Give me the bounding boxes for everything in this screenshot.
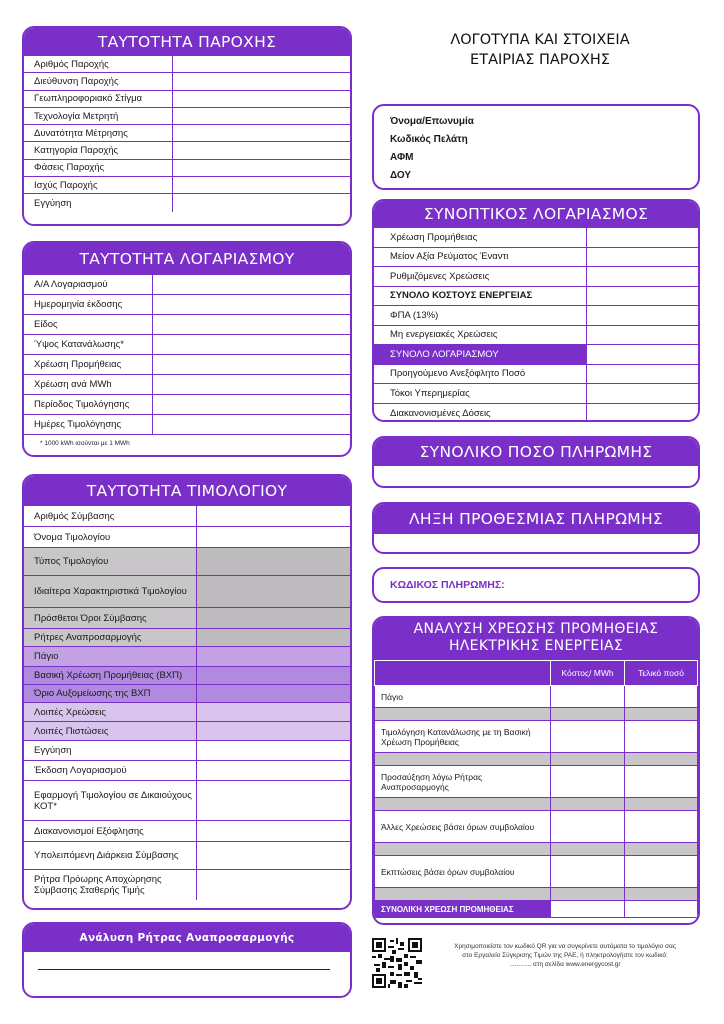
row-label: Χρέωση ανά MWh [34, 379, 112, 390]
summary-row [374, 404, 698, 423]
row-label: ΣΥΝΟΛΟ ΛΟΓΑΡΙΑΣΜΟΥ [390, 348, 499, 360]
row-label: Διεύθυνση Παροχής [34, 75, 119, 87]
row-label: Βασική Χρέωση Προμήθειας (ΒΧΠ) [34, 670, 183, 681]
spacer-row [375, 708, 698, 721]
value-field[interactable] [196, 576, 350, 607]
row-label: Διακανονισμένες Δόσεις [390, 407, 491, 419]
invoice-row [24, 870, 350, 900]
total-label: ΣΥΝΟΛΙΚΗ ΧΡΕΩΣΗ ΠΡΟΜΗΘΕΙΑΣ [375, 901, 551, 918]
value-field[interactable] [196, 781, 350, 820]
row-label: Ρήτρες Αναπροσαρμογής [34, 632, 142, 643]
value-field[interactable] [152, 295, 350, 314]
customer-vat-label: ΑΦΜ [390, 152, 414, 163]
supply-identity-panel [22, 26, 352, 226]
row-label: Ιδιαίτερα Χαρακτηριστικά Τιμολογίου [34, 586, 187, 597]
value-field[interactable] [152, 395, 350, 414]
company-logo-placeholder [380, 30, 700, 70]
row-label: Πάγιο [375, 686, 551, 708]
supply-row [24, 56, 350, 73]
row-label: Ημερομηνία έκδοσης [34, 299, 123, 310]
value-field[interactable] [196, 821, 350, 841]
row-label: Γεωπληροφοριακό Στίγμα [34, 93, 143, 105]
row-label: Είδος [34, 319, 58, 330]
column-header-final: Τελικό ποσό [625, 661, 698, 686]
value-field[interactable] [196, 506, 350, 526]
invoice-row [24, 842, 350, 870]
value-field[interactable] [196, 667, 350, 684]
row-label: Φάσεις Παροχής [34, 162, 105, 174]
value-field[interactable] [172, 56, 350, 72]
supply-charge-analysis-panel [372, 616, 700, 925]
row-label: Ρήτρα Πρόωρης Αποχώρησης Σύμβασης Σταθερής Τιμής [34, 874, 162, 896]
value-field[interactable] [586, 248, 698, 267]
summary-row [374, 326, 698, 346]
customer-name-label: Όνομα/Επωνυμία [390, 116, 474, 127]
final-cell[interactable] [625, 766, 698, 798]
row-label: Μη ενεργειακές Χρεώσεις [390, 329, 498, 341]
value-field[interactable] [586, 404, 698, 423]
qr-instructions [430, 942, 700, 969]
summary-account-title: ΣΥΝΟΠΤΙΚΟΣ ΛΟΓΑΡΙΑΣΜΟΣ [374, 201, 698, 228]
invoice-identity-title: ΤΑΥΤΟΤΗΤΑ ΤΙΜΟΛΟΓΙΟΥ [24, 476, 350, 506]
value-field[interactable] [586, 228, 698, 247]
row-label: Έκδοση Λογαριασμού [34, 765, 127, 776]
column-header-cost: Κόστος/ MWh [551, 661, 625, 686]
value-field[interactable] [152, 375, 350, 394]
account-identity-title: ΤΑΥΤΟΤΗΤΑ ΛΟΓΑΡΙΑΣΜΟΥ [24, 243, 350, 275]
invoice-row [24, 506, 350, 527]
analysis-title [374, 618, 698, 660]
value-field[interactable] [586, 365, 698, 384]
spacer-row [375, 753, 698, 766]
account-row [24, 375, 350, 395]
total-payment-title: ΣΥΝΟΛΙΚΟ ΠΟΣΟ ΠΛΗΡΩΜΗΣ [374, 438, 698, 466]
supply-row [24, 142, 350, 159]
value-field[interactable] [152, 315, 350, 334]
account-row [24, 315, 350, 335]
row-label: Υπολειπόμενη Διάρκεια Σύμβασης [34, 850, 179, 861]
row-label: Τεχνολογία Μετρητή [34, 110, 119, 122]
invoice-row [24, 703, 350, 722]
row-label: Εκπτώσεις βάσει όρων συμβολαίου [375, 856, 551, 888]
invoice-row [24, 722, 350, 741]
value-field[interactable] [196, 685, 350, 702]
row-label: Τύπος Τιμολογίου [34, 556, 109, 567]
row-label: Εγγύηση [34, 745, 72, 756]
cost-cell[interactable] [551, 856, 625, 888]
supply-row [24, 91, 350, 108]
supply-row [24, 108, 350, 125]
customer-details-panel [372, 104, 700, 190]
row-label: ΣΥΝΟΛΟ ΚΟΣΤΟΥΣ ΕΝΕΡΓΕΙΑΣ [390, 290, 533, 302]
row-label: Λοιπές Πιστώσεις [34, 725, 109, 737]
analysis-title-line2: ΗΛΕΚΤΡΙΚΗΣ ΕΝΕΡΓΕΙΑΣ [448, 638, 624, 654]
row-label: Διακανονισμοί Εξόφλησης [34, 825, 144, 837]
row-label: Δυνατότητα Μέτρησης [34, 127, 128, 139]
row-label: Προηγούμενο Ανεξόφλητο Ποσό [390, 368, 526, 380]
account-row [24, 395, 350, 415]
spacer-row [375, 888, 698, 901]
invoice-row [24, 608, 350, 629]
value-field[interactable] [586, 287, 698, 306]
value-field[interactable] [196, 647, 350, 666]
row-label: Εγγύηση [34, 197, 72, 209]
account-identity-panel [22, 241, 352, 457]
qr-note-line2: στο Εργαλείο Σύγκρισης Τιμών της ΡΑΕ, ή πληκτρολογήστε τον κωδικό: [462, 952, 668, 959]
invoice-row [24, 629, 350, 647]
adjustment-clause-panel [22, 922, 352, 998]
value-field[interactable] [172, 142, 350, 158]
row-label: Χρέωση Προμήθειας [34, 359, 122, 370]
value-field[interactable] [152, 335, 350, 354]
invoice-row [24, 576, 350, 608]
qr-note-line1: Χρησιμοποιείστε τον κωδικό QR για να συγκρίνετε αυτόματα το τιμολόγιο σας [454, 943, 676, 950]
value-field[interactable] [172, 73, 350, 89]
row-label: Ρυθμιζόμενες Χρεώσεις [390, 270, 490, 282]
row-label: Ισχύς Παροχής [34, 179, 98, 191]
row-label: Λοιπές Χρεώσεις [34, 706, 106, 718]
value-field[interactable] [172, 177, 350, 193]
analysis-row [375, 766, 698, 798]
row-label: Περίοδος Τιμολόγησης [34, 399, 130, 410]
qr-note-line3: ............ στη σελίδα www.energycost.gr [509, 961, 621, 968]
clause-text-line[interactable] [38, 969, 330, 970]
value-field[interactable] [152, 355, 350, 374]
analysis-table [374, 660, 698, 918]
cost-cell[interactable] [551, 686, 625, 708]
summary-row [374, 267, 698, 287]
row-label: Μείον Αξία Ρεύματος Έναντι [390, 251, 509, 263]
total-payment-panel [372, 436, 700, 488]
invoice-row [24, 667, 350, 685]
footnote: * 1000 kWh ισούνται με 1 MWh [40, 440, 130, 447]
summary-row [374, 287, 698, 307]
row-label: Όνομα Τιμολογίου [34, 531, 111, 543]
analysis-total-row [375, 901, 698, 918]
value-field[interactable] [152, 415, 350, 434]
invoice-row [24, 761, 350, 781]
customer-code-label: Κωδικός Πελάτη [390, 134, 468, 145]
analysis-row [375, 811, 698, 843]
cost-cell[interactable] [551, 811, 625, 843]
value-field[interactable] [196, 608, 350, 628]
supply-row [24, 125, 350, 142]
supply-row [24, 160, 350, 177]
supply-row [24, 194, 350, 211]
value-field[interactable] [172, 160, 350, 176]
row-label: Όριο Αυξομείωσης της ΒΧΠ [34, 688, 151, 699]
payment-deadline-title: ΛΗΞΗ ΠΡΟΘΕΣΜΙΑΣ ΠΛΗΡΩΜΗΣ [374, 504, 698, 534]
invoice-row [24, 741, 350, 761]
payment-code-label: ΚΩΔΙΚΟΣ ΠΛΗΡΩΜΗΣ: [390, 579, 505, 591]
value-field[interactable] [196, 629, 350, 646]
total-cost-cell[interactable] [551, 901, 625, 918]
row-label: Κατηγορία Παροχής [34, 145, 119, 157]
final-cell[interactable] [625, 811, 698, 843]
final-cell[interactable] [625, 856, 698, 888]
invoice-identity-panel [22, 474, 352, 910]
row-label: Αριθμός Σύμβασης [34, 510, 115, 522]
value-field[interactable] [196, 741, 350, 760]
value-field[interactable] [172, 108, 350, 124]
row-label: Α/Α Λογαριασμού [34, 279, 108, 290]
analysis-header-row [375, 661, 698, 686]
spacer-row [375, 843, 698, 856]
row-label: Αριθμός Παροχής [34, 58, 109, 70]
total-payment-field[interactable] [374, 466, 698, 486]
value-field[interactable] [152, 275, 350, 294]
row-label: Τόκοι Υπερημερίας [390, 387, 470, 399]
invoice-row [24, 527, 350, 548]
value-field[interactable] [172, 125, 350, 141]
row-label: Ημέρες Τιμολόγησης [34, 419, 122, 430]
row-label: Πάγιο [34, 651, 59, 662]
account-row [24, 275, 350, 295]
row-label: ΦΠΑ (13%) [390, 309, 439, 321]
value-field[interactable] [196, 548, 350, 575]
analysis-row [375, 856, 698, 888]
invoice-row [24, 685, 350, 703]
value-field[interactable] [172, 91, 350, 107]
value-field[interactable] [196, 761, 350, 780]
qr-code[interactable] [372, 938, 422, 988]
row-label: Προσαύξηση λόγω Ρήτρας Αναπροσαρμογής [375, 766, 551, 798]
summary-row [374, 365, 698, 385]
summary-row [374, 228, 698, 248]
value-field[interactable] [196, 722, 350, 740]
cost-cell[interactable] [551, 721, 625, 753]
spacer-row [375, 798, 698, 811]
payment-deadline-field[interactable] [374, 534, 698, 552]
invoice-row [24, 781, 350, 821]
row-label: Τιμολόγηση Κατανάλωσης με τη Βασική Χρέωση Προμήθειας [375, 721, 551, 753]
summary-row [374, 306, 698, 326]
account-row [24, 335, 350, 355]
summary-row [374, 248, 698, 268]
row-label: Πρόσθετοι Όροι Σύμβασης [34, 612, 147, 624]
company-title-line1: ΛΟΓΟΤΥΠΑ ΚΑΙ ΣΤΟΙΧΕΙΑ [450, 32, 630, 48]
value-field[interactable] [586, 306, 698, 325]
invoice-row [24, 647, 350, 667]
summary-total-row [374, 345, 698, 365]
account-row [24, 355, 350, 375]
value-field[interactable] [586, 326, 698, 345]
row-label: Άλλες Χρεώσεις βάσει όρων συμβολαίου [375, 811, 551, 843]
company-title-line2: ΕΤΑΙΡΙΑΣ ΠΑΡΟΧΗΣ [470, 52, 610, 68]
row-label: Ύψος Κατανάλωσης* [34, 339, 124, 350]
invoice-row [24, 821, 350, 842]
payment-deadline-panel [372, 502, 700, 554]
invoice-row [24, 548, 350, 576]
value-field[interactable] [586, 384, 698, 403]
final-cell[interactable] [625, 686, 698, 708]
cost-cell[interactable] [551, 766, 625, 798]
summary-row [374, 384, 698, 404]
payment-code-panel [372, 567, 700, 603]
supply-row [24, 177, 350, 194]
value-field[interactable] [172, 194, 350, 211]
account-row [24, 415, 350, 435]
supply-row [24, 73, 350, 90]
row-label: Εφαρμογή Τιμολογίου σε Δικαιούχους ΚΟΤ* [34, 789, 192, 812]
value-field[interactable] [196, 703, 350, 721]
analysis-row [375, 721, 698, 753]
final-cell[interactable] [625, 721, 698, 753]
value-field[interactable] [196, 842, 350, 869]
value-field[interactable] [196, 870, 350, 900]
total-final-cell[interactable] [625, 901, 698, 918]
summary-account-panel [372, 199, 700, 422]
account-row [24, 295, 350, 315]
customer-tax-office-label: ΔΟΥ [390, 170, 412, 181]
value-field[interactable] [196, 527, 350, 547]
adjustment-clause-title: Ανάλυση Ρήτρας Αναπροσαρμογής [24, 924, 350, 952]
supply-identity-title: ΤΑΥΤΟΤΗΤΑ ΠΑΡΟΧΗΣ [24, 28, 350, 56]
value-field[interactable] [586, 267, 698, 286]
row-label: Χρέωση Προμήθειας [390, 231, 478, 243]
value-field[interactable] [586, 345, 698, 364]
analysis-title-line1: ΑΝΑΛΥΣΗ ΧΡΕΩΣΗΣ ΠΡΟΜΗΘΕΙΑΣ [413, 621, 659, 637]
header-blank [375, 661, 551, 686]
analysis-row [375, 686, 698, 708]
